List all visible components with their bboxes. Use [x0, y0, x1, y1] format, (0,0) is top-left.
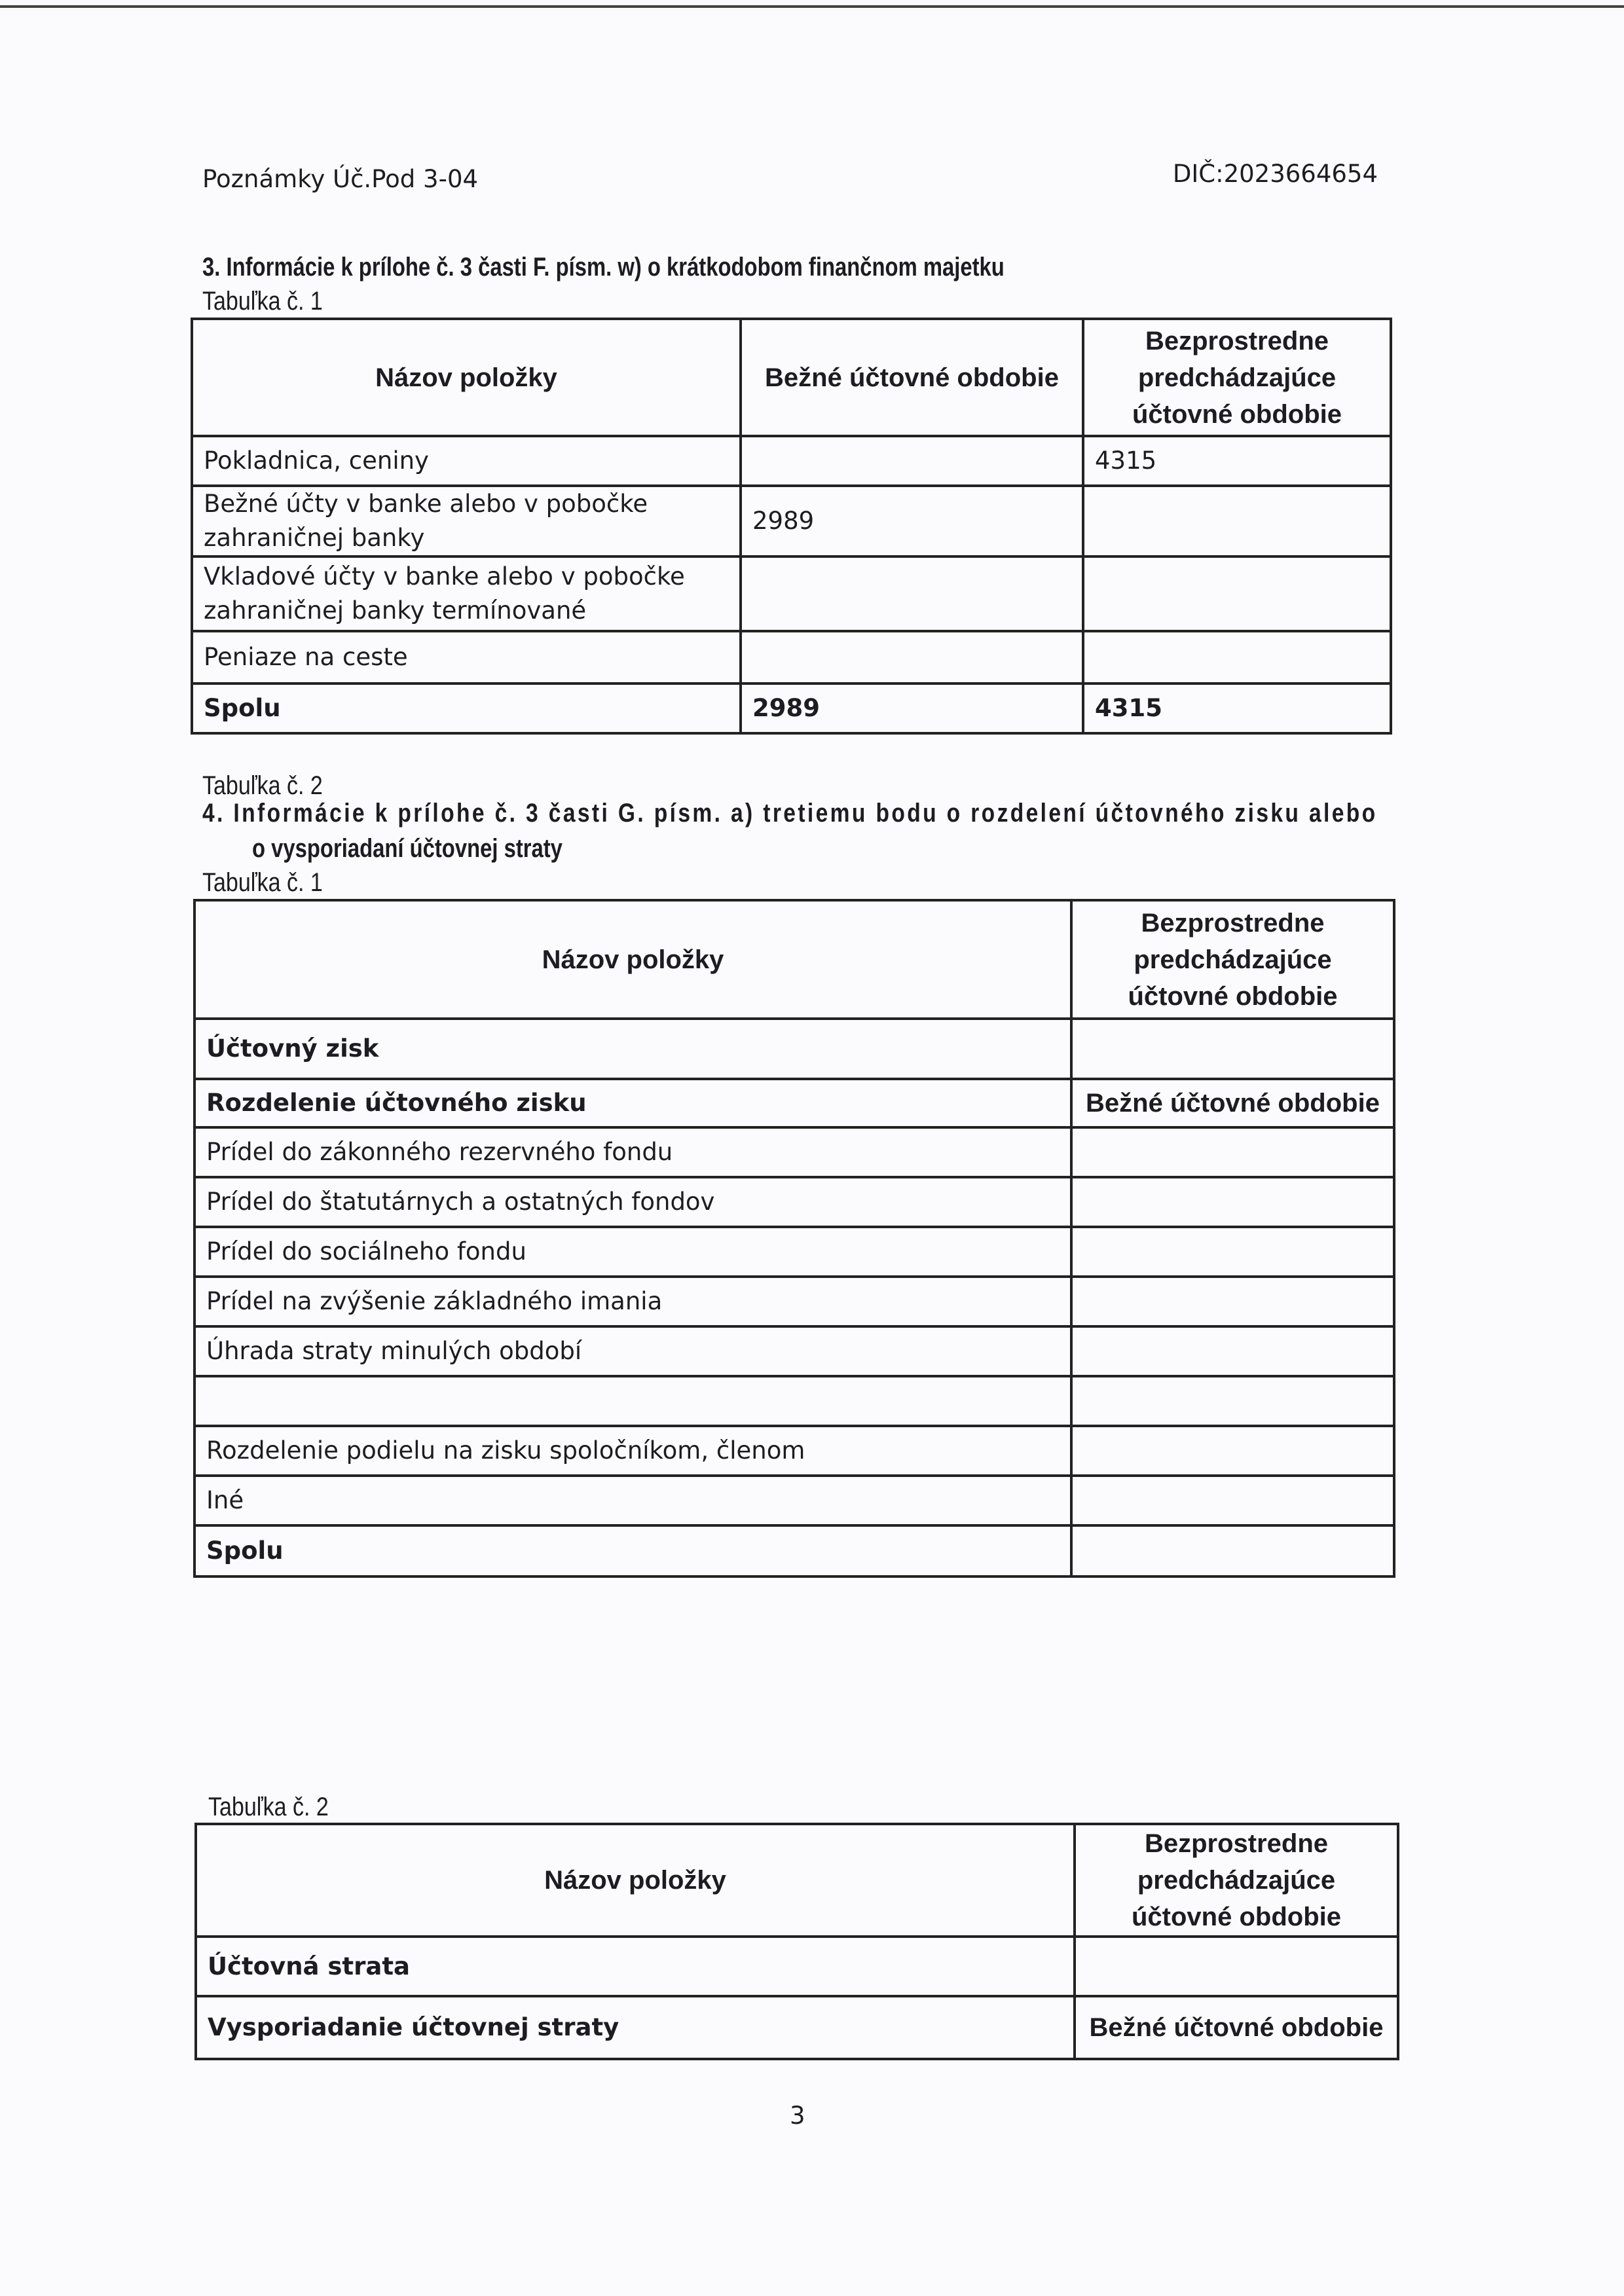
row-name: Účtovný zisk: [194, 1019, 1071, 1079]
row-name: Prídel na zvýšenie základného imania: [194, 1277, 1071, 1326]
row-value: Bežné účtovné obdobie: [1075, 1996, 1398, 2059]
row-value: [1075, 1937, 1398, 1996]
table-header-row: [192, 319, 1391, 436]
table-row: [194, 1019, 1394, 1079]
row-name: Prídel do štatutárnych a ostatných fondov: [194, 1177, 1071, 1227]
row-name: Vysporiadanie účtovnej straty: [196, 1996, 1075, 2059]
row-current: 2989: [741, 683, 1083, 733]
row-name: Iné: [194, 1476, 1071, 1525]
row-value: [1071, 1476, 1394, 1525]
table-caption: Tabuľka č. 2: [208, 1793, 329, 1821]
table-row: [194, 1277, 1394, 1326]
row-name: Peniaze na ceste: [192, 631, 741, 683]
row-current: 2989: [741, 486, 1083, 556]
row-value: [1071, 1277, 1394, 1326]
column-header: Názov položky: [194, 900, 1071, 1019]
column-header: Bezprostredne predchádzajúce účtovné obdobie: [1075, 1824, 1398, 1937]
column-header: Názov položky: [196, 1824, 1075, 1937]
table-row: [194, 1177, 1394, 1227]
row-previous: [1083, 486, 1391, 556]
header-left: Poznámky Úč.Pod 3-04: [202, 165, 479, 193]
section-3-title: 3. Informácie k prílohe č. 3 časti F. písm. w) o krátkodobom finančnom majetku: [202, 253, 1005, 282]
table-header-row: [196, 1824, 1398, 1937]
row-value: [1071, 1326, 1394, 1376]
loss-settlement-table: [194, 1823, 1399, 2060]
column-header: Názov položky: [192, 319, 741, 436]
page-number: 3: [790, 2102, 805, 2130]
row-name: Úhrada straty minulých období: [194, 1326, 1071, 1376]
row-value: [1071, 1227, 1394, 1277]
row-value: [1071, 1376, 1394, 1426]
row-value: [1071, 1177, 1394, 1227]
row-name: Prídel do sociálneho fondu: [194, 1227, 1071, 1277]
table-caption: Tabuľka č. 1: [202, 868, 323, 897]
table-row: [194, 1326, 1394, 1376]
row-current: [741, 436, 1083, 486]
row-name: Vkladové účty v banke alebo v pobočke zahraničnej banky termínované: [192, 556, 741, 631]
section-4-title-cont: o vysporiadaní účtovnej straty: [252, 834, 563, 863]
profit-distribution-table: [193, 899, 1395, 1578]
table-caption: Tabuľka č. 2: [202, 771, 323, 800]
row-name: Účtovná strata: [196, 1937, 1075, 1996]
row-value: Bežné účtovné obdobie: [1071, 1079, 1394, 1127]
table-caption: Tabuľka č. 1: [202, 287, 323, 316]
column-header: Bezprostredne predchádzajúce účtovné obdobie: [1071, 900, 1394, 1019]
table-row: [196, 1996, 1398, 2059]
row-name: Rozdelenie účtovného zisku: [194, 1079, 1071, 1127]
row-name: Rozdelenie podielu na zisku spoločníkom, členom: [194, 1426, 1071, 1476]
table-header-row: [194, 900, 1394, 1019]
row-value: [1071, 1426, 1394, 1476]
row-name: Spolu: [192, 683, 741, 733]
row-current: [741, 631, 1083, 683]
table-row: [194, 1476, 1394, 1525]
table-row: [192, 556, 1391, 631]
table-row: [194, 1376, 1394, 1426]
row-value: [1071, 1127, 1394, 1177]
table-row: [194, 1079, 1394, 1127]
row-value: [1071, 1525, 1394, 1576]
table-row: [196, 1937, 1398, 1996]
table-row: [192, 631, 1391, 683]
short-term-financial-assets-table: [191, 318, 1392, 735]
table-row: [194, 1426, 1394, 1476]
row-name: Bežné účty v banke alebo v pobočke zahraničnej banky: [192, 486, 741, 556]
row-previous: [1083, 631, 1391, 683]
column-header: Bezprostredne predchádzajúce účtovné obdobie: [1083, 319, 1391, 436]
table-total-row: [194, 1525, 1394, 1576]
row-name: [194, 1376, 1071, 1426]
row-current: [741, 556, 1083, 631]
header-tax-id: DIČ:2023664654: [1172, 160, 1378, 188]
row-previous: 4315: [1083, 436, 1391, 486]
row-previous: 4315: [1083, 683, 1391, 733]
section-4-title: 4. Informácie k prílohe č. 3 časti G. písm. a) tretiemu bodu o rozdelení účtovného zisku alebo: [202, 799, 1378, 828]
table-total-row: [192, 683, 1391, 733]
scan-edge-line: [0, 5, 1624, 8]
row-name: Spolu: [194, 1525, 1071, 1576]
table-row: [194, 1127, 1394, 1177]
table-row: [192, 436, 1391, 486]
row-previous: [1083, 556, 1391, 631]
row-name: Prídel do zákonného rezervného fondu: [194, 1127, 1071, 1177]
row-name: Pokladnica, ceniny: [192, 436, 741, 486]
table-row: [194, 1227, 1394, 1277]
column-header: Bežné účtovné obdobie: [741, 319, 1083, 436]
table-row: [192, 486, 1391, 556]
row-value: [1071, 1019, 1394, 1079]
